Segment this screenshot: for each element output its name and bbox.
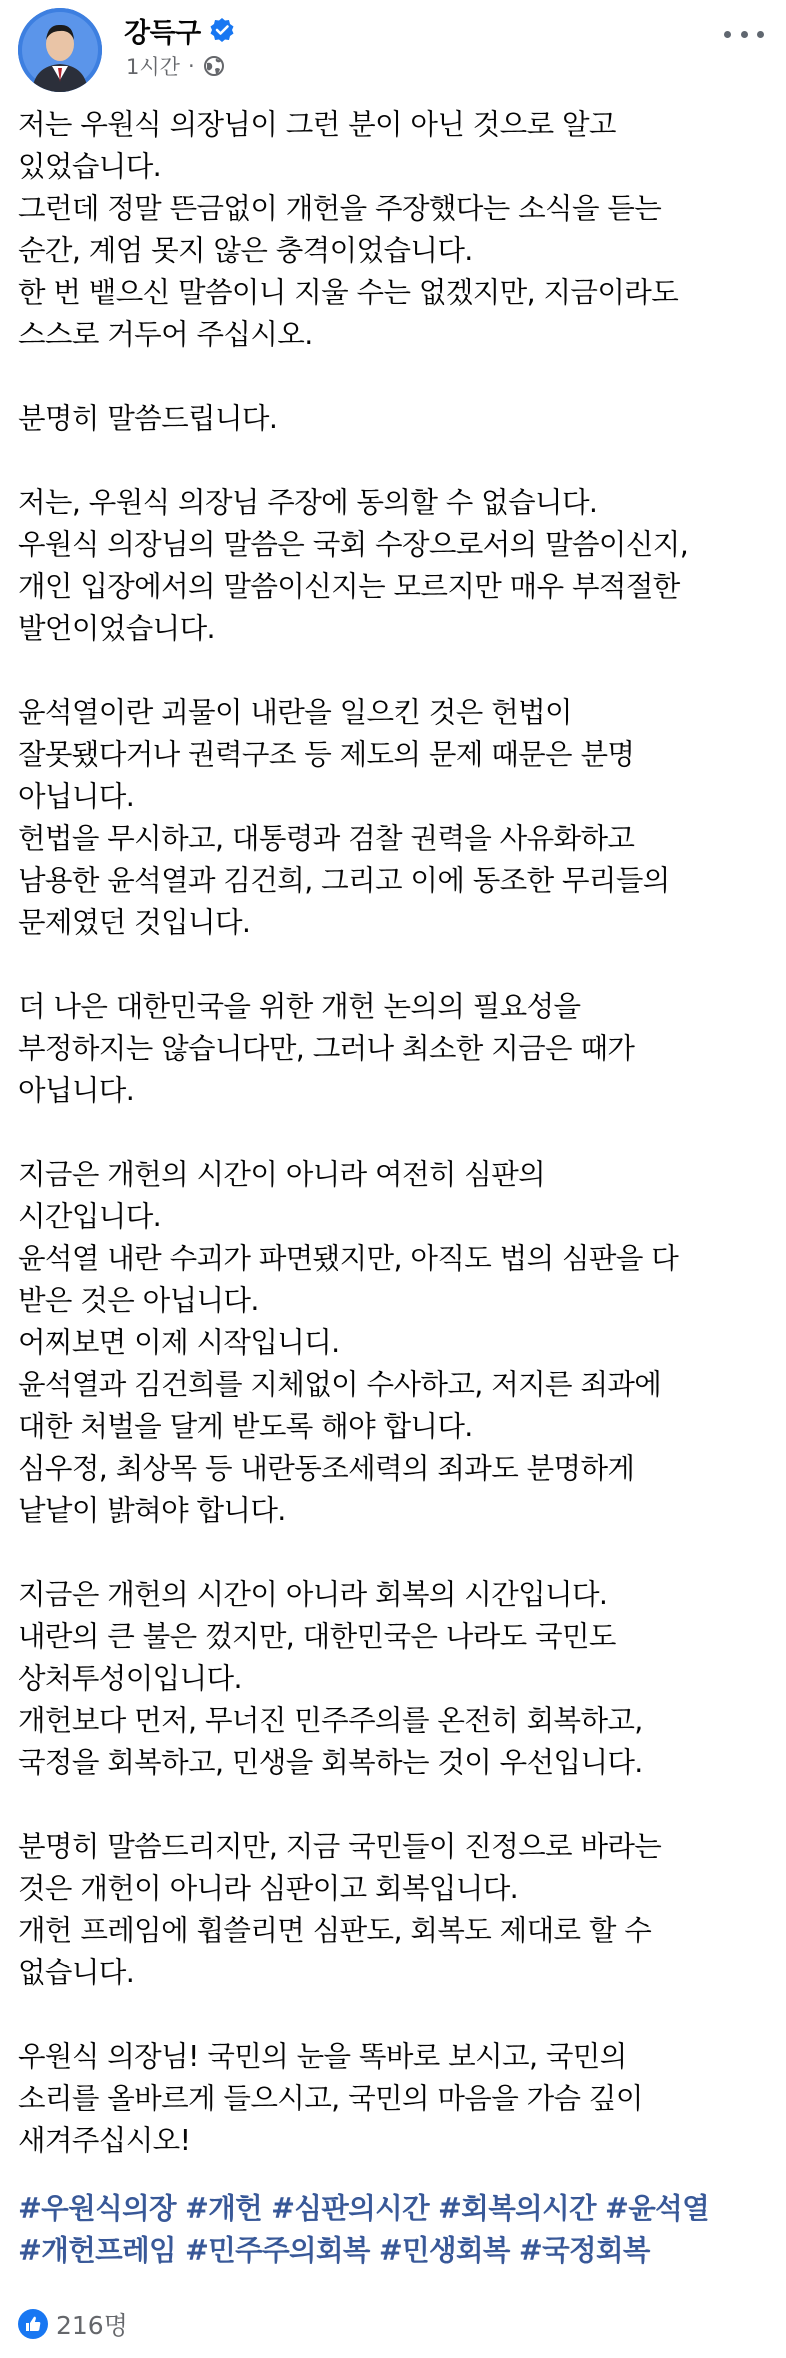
post-paragraph: [18, 2036, 768, 2162]
post-paragraph: [18, 1826, 768, 1994]
post-line: 아닙니다.: [18, 780, 135, 813]
verified-badge-icon: [209, 17, 235, 43]
post-line: 헌법을 무시하고, 대통령과 검찰 권력을 사유화하고: [18, 822, 635, 855]
hashtag-link[interactable]: #개헌프레임: [18, 2234, 176, 2267]
post-line: 부정하지는 않습니다만, 그러나 최소한 지금은 때가: [18, 1032, 635, 1065]
post-paragraph: [18, 986, 768, 1112]
author-name[interactable]: 강득구: [124, 17, 201, 49]
post-line: 개인 입장에서의 말씀이신지는 모르지만 매우 부적절한: [18, 570, 680, 603]
globe-icon[interactable]: [203, 55, 225, 77]
hashtag-link[interactable]: #국정회복: [518, 2234, 650, 2267]
post-meta: [126, 52, 225, 80]
post-text: [18, 104, 768, 2204]
post-line: 것은 개헌이 아니라 심판이고 회복입니다.: [18, 1872, 519, 1905]
hashtag-line: [18, 2188, 778, 2230]
post-paragraph: [18, 104, 768, 356]
post-line: 개헌보다 먼저, 무너진 민주주의를 온전히 회복하고,: [18, 1704, 643, 1737]
post-line: 발언이었습니다.: [18, 612, 215, 645]
post-line: 없습니다.: [18, 1956, 135, 1989]
post-line: 남용한 윤석열과 김건희, 그리고 이에 동조한 무리들의: [18, 864, 670, 897]
post-line: 더 나은 대한민국을 위한 개헌 논의의 필요성을: [18, 990, 581, 1023]
post-line: 어찌보면 이제 시작입니디.: [18, 1326, 340, 1359]
hashtag-block: [18, 2188, 778, 2272]
post-paragraph: [18, 692, 768, 944]
post-line: 스스로 거두어 주십시오.: [18, 318, 313, 351]
hashtag-link[interactable]: #윤석열: [604, 2192, 710, 2225]
post-paragraph: [18, 398, 768, 440]
post-line: 시간입니다.: [18, 1200, 162, 1233]
dot: [757, 31, 764, 38]
post-line: 있었습니다.: [18, 150, 162, 183]
meta-separator: ·: [187, 54, 195, 78]
post-line: 분명히 말씀드립니다.: [18, 402, 278, 435]
dot: [724, 31, 731, 38]
post-line: 내란의 큰 불은 껐지만, 대한민국은 나라도 국민도: [18, 1620, 616, 1653]
post-header: [0, 0, 786, 100]
post-line: 잘못됐다거나 권력구조 등 제도의 문제 때문은 분명: [18, 738, 635, 771]
post-line: 지금은 개헌의 시간이 아니라 회복의 시간입니다.: [18, 1578, 608, 1611]
hashtag-link[interactable]: #민생회복: [378, 2234, 510, 2267]
post-line: 지금은 개헌의 시간이 아니라 여전히 심판의: [18, 1158, 546, 1191]
thumbs-up-icon: [18, 2309, 48, 2339]
post-line: 국정을 회복하고, 민생을 회복하는 것이 우선입니다.: [18, 1746, 643, 1779]
avatar-photo-icon: [18, 8, 102, 92]
post-line: 아닙니다.: [18, 1074, 135, 1107]
post-line: 소리를 올바르게 들으시고, 국민의 마음을 가슴 깊이: [18, 2082, 643, 2115]
post-line: 상처투성이입니다.: [18, 1662, 242, 1695]
post-line: 그런데 정말 뜬금없이 개헌을 주장했다는 소식을 듣는: [18, 192, 662, 225]
hashtag-line: [18, 2230, 778, 2272]
post-line: 심우정, 최상목 등 내란동조세력의 죄과도 분명하게: [18, 1452, 635, 1485]
post-line: 새겨주십시오!: [18, 2124, 191, 2157]
more-options-icon[interactable]: [724, 22, 764, 46]
post-line: 저는, 우원식 의장님 주장에 동의할 수 없습니다.: [18, 486, 598, 519]
post-line: 대한 처벌을 달게 받도록 해야 합니다.: [18, 1410, 473, 1443]
profile-avatar[interactable]: [18, 8, 102, 92]
post-line: 윤석열과 김건희를 지체없이 수사하고, 저지른 죄과에: [18, 1368, 662, 1401]
post-line: 받은 것은 아닙니다.: [18, 1284, 259, 1317]
hashtag-link[interactable]: #회복의시간: [438, 2192, 596, 2225]
hashtag-link[interactable]: #개헌: [184, 2192, 263, 2225]
post-line: 낱낱이 밝혀야 합니다.: [18, 1494, 286, 1527]
hashtag-link[interactable]: #심판의시간: [271, 2192, 430, 2225]
dot: [741, 31, 748, 38]
post-line: 개헌 프레임에 휩쓸리면 심판도, 회복도 제대로 할 수: [18, 1914, 652, 1947]
reaction-count: 216명: [56, 2311, 128, 2340]
post-line: 우원식 의장님! 국민의 눈을 똑바로 보시고, 국민의: [18, 2040, 627, 2073]
post-line: 저는 우원식 의장님이 그런 분이 아닌 것으로 알고: [18, 108, 616, 141]
post-paragraph: [18, 1154, 768, 1532]
post-paragraph: [18, 1574, 768, 1784]
post-line: 윤석열이란 괴물이 내란을 일으킨 것은 헌법이: [18, 696, 572, 729]
author-row: [124, 12, 235, 48]
post-line: 순간, 계엄 못지 않은 충격이었습니다.: [18, 234, 473, 267]
post-line: 분명히 말씀드리지만, 지금 국민들이 진정으로 바라는: [18, 1830, 662, 1863]
post-line: 윤석열 내란 수괴가 파면됐지만, 아직도 법의 심판을 다: [18, 1242, 679, 1275]
reaction-summary[interactable]: [18, 2304, 128, 2344]
post-line: 문제였던 것입니다.: [18, 906, 251, 939]
post-paragraph: [18, 482, 768, 650]
post-line: 우원식 의장님의 말씀은 국회 수장으로서의 말씀이신지,: [18, 528, 689, 561]
post-line: 한 번 뱉으신 말씀이니 지울 수는 없겠지만, 지금이라도: [18, 276, 679, 309]
hashtag-link[interactable]: #우원식의장: [18, 2192, 176, 2225]
hashtag-link[interactable]: #민주주의회복: [184, 2234, 370, 2267]
post-time[interactable]: 1시간: [126, 55, 180, 79]
